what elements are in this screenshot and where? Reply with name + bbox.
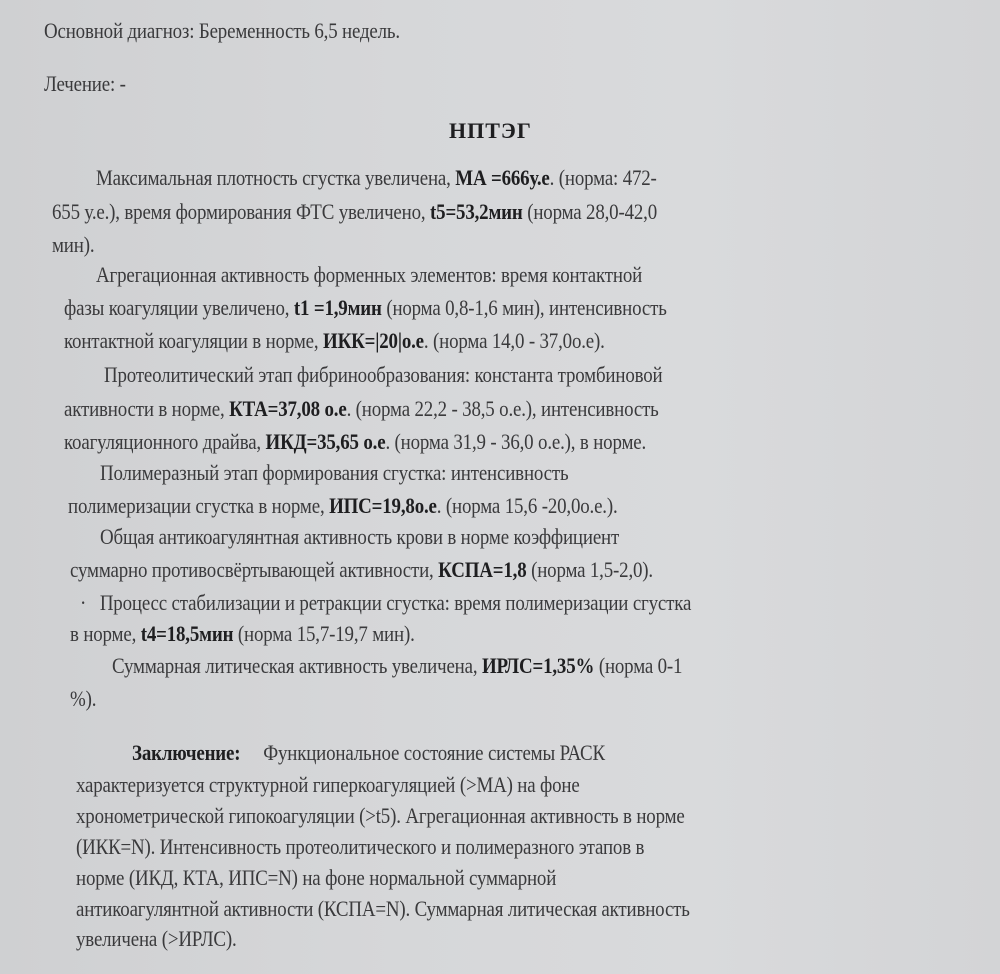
conclusion-text-1: Функциональное состояние системы РАСК (263, 740, 605, 765)
irls-value: ИРЛС=1,35% (481, 653, 595, 678)
t1-text: фазы коагуляции увеличено, (64, 295, 294, 320)
conclusion-text-5: норме (ИКД, КТА, ИПС=N) на фоне нормальной суммарной (76, 865, 557, 890)
ikk-text: контактной коагуляции в норме, (64, 328, 324, 353)
conclusion-label: Заключение: (132, 740, 241, 765)
polymerase-line-1 (100, 460, 568, 486)
ma-line-3 (52, 232, 94, 258)
lytic-line-1 (112, 653, 682, 679)
t4-value: t4=18,5мин (140, 621, 234, 646)
t5-norm: (норма 28,0-42,0 (522, 199, 658, 224)
kta-text: активности в норме, (64, 396, 230, 421)
ma-text: Максимальная плотность сгустка увеличена, (96, 165, 456, 190)
section-title: НПТЭГ (449, 118, 532, 143)
bullet-dot: · (80, 590, 87, 615)
t4-norm: (норма 15,7-19,7 мин). (233, 621, 415, 646)
anticoagulant-line-2 (70, 557, 653, 583)
ma-line-2 (52, 199, 657, 225)
ma-norm: . (норма: 472- (549, 165, 657, 190)
proteolytic-line-1 (104, 362, 663, 388)
conclusion-line-1 (132, 740, 605, 766)
lytic-text: Суммарная литическая активность увеличена, (112, 653, 482, 678)
stabilization-line-1 (80, 590, 691, 616)
ips-text: полимеризации сгустка в норме, (68, 493, 330, 518)
ikd-text: коагуляционного драйва, (64, 429, 266, 454)
conclusion-line-6 (76, 896, 690, 922)
anticoagulant-line-1 (100, 524, 619, 550)
ips-value: ИПС=19,8о.е (329, 493, 437, 518)
proteolytic-line-2 (64, 396, 659, 422)
lytic-line-2 (70, 686, 96, 712)
ma-line-1 (96, 165, 657, 191)
t1-norm: (норма 0,8-1,6 мин), интенсивность (381, 295, 667, 320)
diagnosis-value: Беременность 6,5 недель. (198, 18, 400, 43)
irls-norm-end: %). (70, 686, 97, 711)
kta-value: КТА=37,08 о.е (229, 396, 347, 421)
treatment-line (44, 71, 126, 97)
polymerase-line-2 (68, 493, 618, 519)
polymerase-text: Полимеразный этап формирования сгустка: интенсивность (100, 460, 569, 485)
ma-value: МА =666у.е (455, 165, 550, 190)
kspa-norm: (норма 1,5-2,0). (526, 557, 653, 582)
ikk-norm: . (норма 14,0 - 37,0о.е). (423, 328, 605, 353)
t4-text: в норме, (70, 621, 141, 646)
t1-value: t1 =1,9мин (293, 295, 382, 320)
ikd-norm: . (норма 31,9 - 36,0 о.е.), в норме. (385, 429, 647, 454)
conclusion-text-3: хронометрической гипокоагуляции (>t5). Агрегационная активность в норме (76, 803, 685, 828)
stabilization-text: Процесс стабилизации и ретракции сгустка: время полимеризации сгустка (99, 590, 692, 615)
conclusion-line-2 (76, 772, 580, 798)
treatment-value: - (119, 71, 126, 96)
aggregation-text: Агрегационная активность форменных элементов: время контактной (96, 262, 643, 287)
kspa-value: КСПА=1,8 (438, 557, 527, 582)
treatment-label: Лечение: (44, 71, 116, 96)
kta-norm: . (норма 22,2 - 38,5 о.е.), интенсивность (346, 396, 659, 421)
t5-text: 655 у.е.), время формирования ФТС увеличено, (52, 199, 431, 224)
kspa-text: суммарно противосвёртывающей активности, (70, 557, 439, 582)
ikk-value: ИКК=|20|о.е (323, 328, 424, 353)
stabilization-line-2 (70, 621, 415, 647)
irls-norm: (норма 0-1 (594, 653, 683, 678)
diagnosis-line (44, 18, 400, 44)
conclusion-line-7 (76, 926, 237, 952)
conclusion-line-4 (76, 834, 644, 860)
t5-norm-end: мин). (52, 232, 95, 257)
aggregation-line-2 (64, 295, 667, 321)
proteolytic-line-3 (64, 429, 646, 455)
conclusion-text-7: увеличена (>ИРЛС). (76, 926, 237, 951)
anticoagulant-text: Общая антикоагулянтная активность крови в норме коэффициент (100, 524, 620, 549)
diagnosis-label: Основной диагноз: (44, 18, 195, 43)
aggregation-line-1 (96, 262, 642, 288)
conclusion-text-6: антикоагулянтной активности (КСПА=N). Суммарная литическая активность (76, 896, 690, 921)
conclusion-line-3 (76, 803, 685, 829)
proteolytic-text: Протеолитический этап фибринообразования: константа тромбиновой (104, 362, 663, 387)
ikd-value: ИКД=35,65 о.е (265, 429, 386, 454)
aggregation-line-3 (64, 328, 605, 354)
t5-value: t5=53,2мин (430, 199, 523, 224)
conclusion-text-2: характеризуется структурной гиперкоагуляцией (>МА) на фоне (76, 772, 580, 797)
conclusion-line-5 (76, 865, 556, 891)
ips-norm: . (норма 15,6 -20,0о.е.). (436, 493, 618, 518)
conclusion-text-4: (ИКК=N). Интенсивность протеолитического и полимеразного этапов в (76, 834, 645, 859)
